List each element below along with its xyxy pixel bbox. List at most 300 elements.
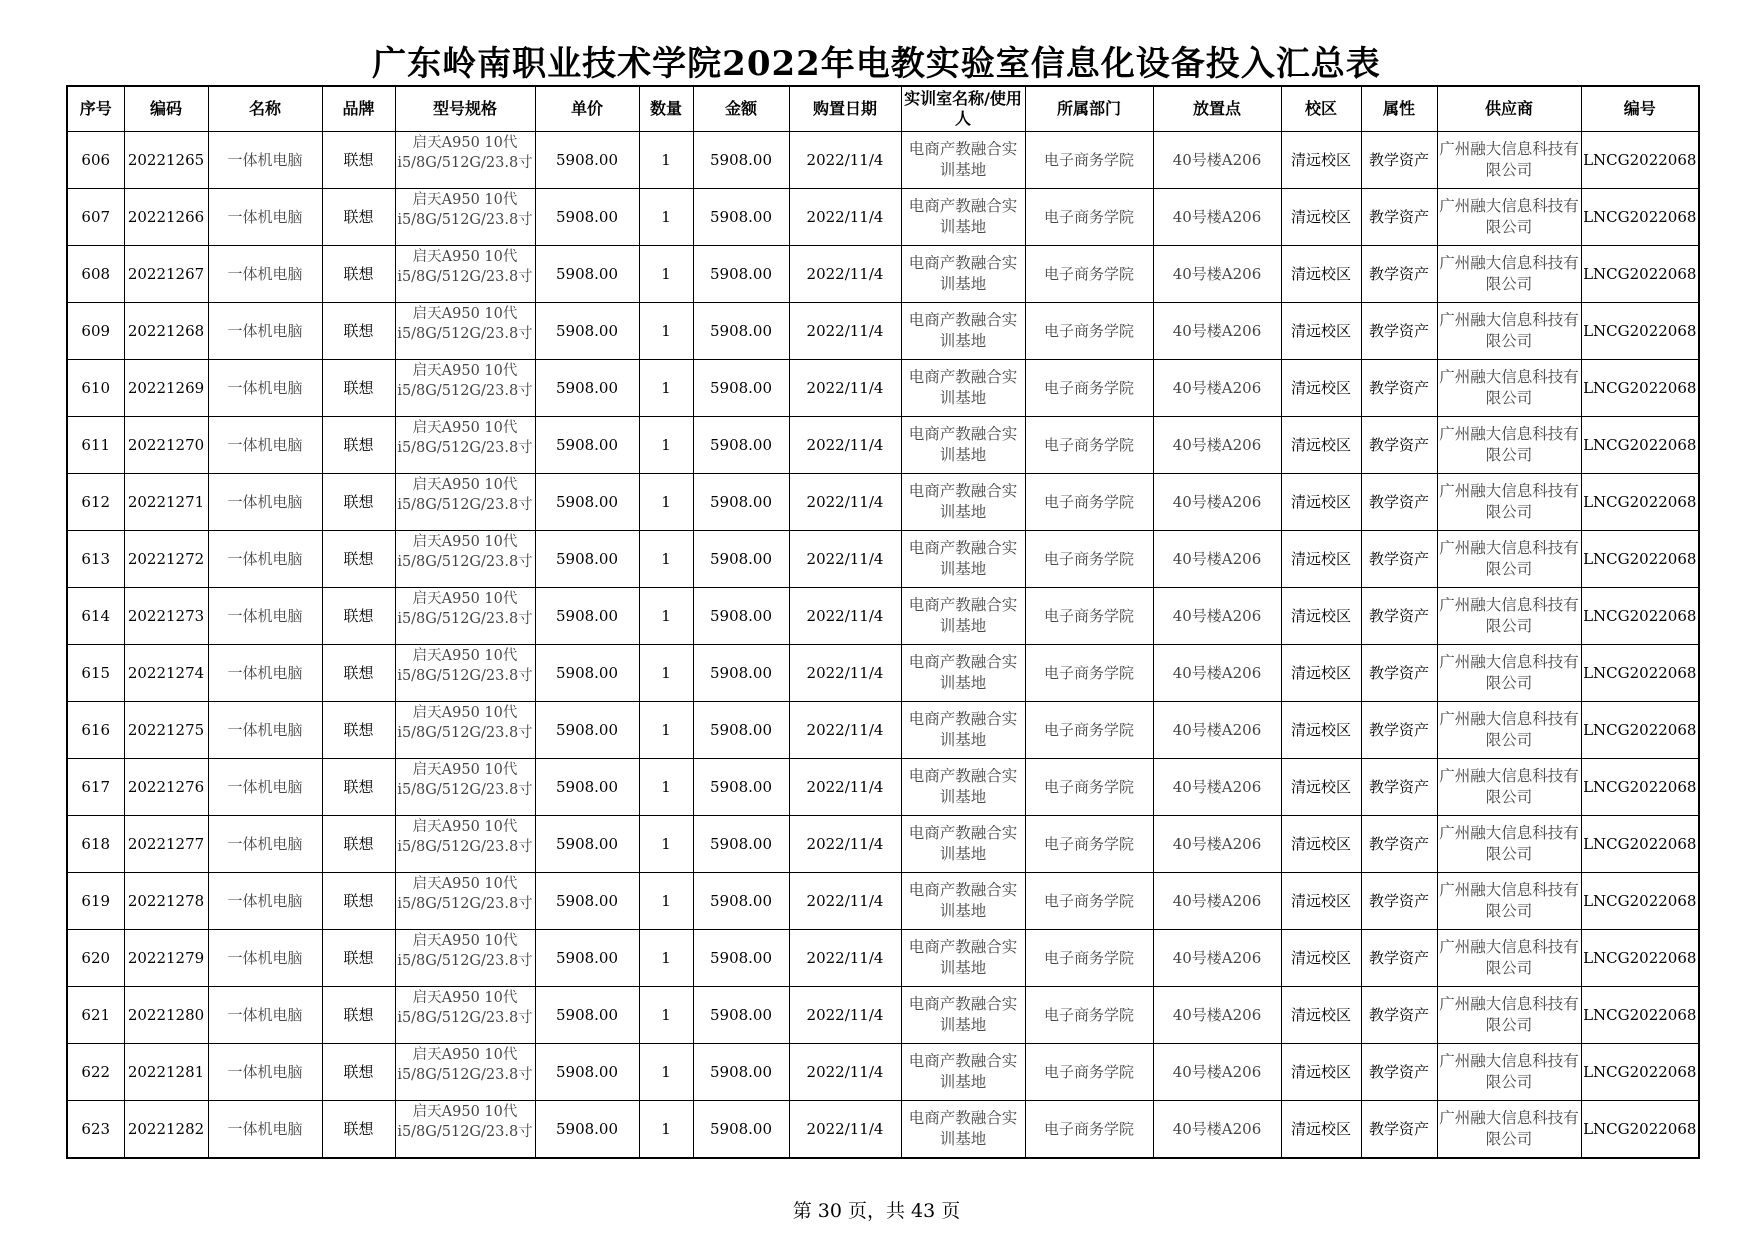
- location-cell: 40号楼A206: [1153, 246, 1281, 303]
- name-cell: 一体机电脑: [208, 873, 322, 930]
- qty-cell: 1: [639, 1101, 693, 1159]
- name-cell: 一体机电脑: [208, 531, 322, 588]
- price-cell: 5908.00: [535, 417, 639, 474]
- spec-cell: [395, 132, 535, 189]
- spec-text: 启天A950 10代 i5/8G/512G/23.8寸: [397, 192, 533, 228]
- spec-text: 启天A950 10代 i5/8G/512G/23.8寸: [397, 249, 533, 285]
- room-cell: 电商产教融合实训基地: [901, 987, 1025, 1044]
- page-footer: 第 30 页，共 43 页: [792, 1200, 961, 1222]
- price-cell: 5908.00: [535, 531, 639, 588]
- table-row: [67, 588, 1699, 645]
- campus-cell: 清远校区: [1281, 417, 1361, 474]
- brand-cell: 联想: [322, 303, 395, 360]
- price-cell: 5908.00: [535, 873, 639, 930]
- number-cell: LNCG2022068: [1581, 873, 1699, 930]
- date-cell: 2022/11/4: [789, 759, 901, 816]
- location-cell: 40号楼A206: [1153, 873, 1281, 930]
- name-cell: 一体机电脑: [208, 987, 322, 1044]
- amount-cell: 5908.00: [693, 930, 789, 987]
- date-cell: 2022/11/4: [789, 189, 901, 246]
- table-row: [67, 474, 1699, 531]
- table-row: [67, 987, 1699, 1044]
- table-row: [67, 303, 1699, 360]
- seq-cell: 619: [67, 873, 124, 930]
- date-cell: 2022/11/4: [789, 1101, 901, 1159]
- campus-cell: 清远校区: [1281, 987, 1361, 1044]
- date-cell: 2022/11/4: [789, 246, 901, 303]
- seq-cell: 620: [67, 930, 124, 987]
- campus-cell: 清远校区: [1281, 702, 1361, 759]
- number-cell: LNCG2022068: [1581, 303, 1699, 360]
- document-title: 广东岭南职业技术学院2022年电教实验室信息化设备投入汇总表: [372, 44, 1381, 84]
- number-cell: LNCG2022068: [1581, 531, 1699, 588]
- price-cell: 5908.00: [535, 759, 639, 816]
- code-cell: 20221277: [124, 816, 208, 873]
- spec-cell: [395, 930, 535, 987]
- column-header: 校区: [1281, 86, 1361, 132]
- price-cell: 5908.00: [535, 246, 639, 303]
- code-cell: 20221266: [124, 189, 208, 246]
- campus-cell: 清远校区: [1281, 189, 1361, 246]
- code-cell: 20221279: [124, 930, 208, 987]
- supplier-cell: 广州融大信息科技有限公司: [1437, 474, 1581, 531]
- dept-cell: 电子商务学院: [1025, 1101, 1153, 1159]
- attribute-cell: 教学资产: [1361, 987, 1437, 1044]
- dept-cell: 电子商务学院: [1025, 987, 1153, 1044]
- campus-cell: 清远校区: [1281, 360, 1361, 417]
- date-cell: 2022/11/4: [789, 417, 901, 474]
- qty-cell: 1: [639, 987, 693, 1044]
- name-cell: 一体机电脑: [208, 189, 322, 246]
- qty-cell: 1: [639, 531, 693, 588]
- location-cell: 40号楼A206: [1153, 930, 1281, 987]
- name-cell: 一体机电脑: [208, 645, 322, 702]
- spec-cell: [395, 417, 535, 474]
- column-header: 名称: [208, 86, 322, 132]
- column-header: 供应商: [1437, 86, 1581, 132]
- column-header: 实训室名称/使用人: [901, 86, 1025, 132]
- name-cell: 一体机电脑: [208, 417, 322, 474]
- column-header: 品牌: [322, 86, 395, 132]
- attribute-cell: 教学资产: [1361, 873, 1437, 930]
- spec-cell: [395, 702, 535, 759]
- brand-cell: 联想: [322, 873, 395, 930]
- brand-cell: 联想: [322, 360, 395, 417]
- amount-cell: 5908.00: [693, 189, 789, 246]
- number-cell: LNCG2022068: [1581, 987, 1699, 1044]
- number-cell: LNCG2022068: [1581, 588, 1699, 645]
- name-cell: 一体机电脑: [208, 246, 322, 303]
- brand-cell: 联想: [322, 702, 395, 759]
- brand-cell: 联想: [322, 189, 395, 246]
- qty-cell: 1: [639, 588, 693, 645]
- attribute-cell: 教学资产: [1361, 645, 1437, 702]
- spec-text: 启天A950 10代 i5/8G/512G/23.8寸: [397, 990, 533, 1026]
- qty-cell: 1: [639, 759, 693, 816]
- brand-cell: 联想: [322, 132, 395, 189]
- table-row: [67, 132, 1699, 189]
- price-cell: 5908.00: [535, 360, 639, 417]
- supplier-cell: 广州融大信息科技有限公司: [1437, 702, 1581, 759]
- date-cell: 2022/11/4: [789, 303, 901, 360]
- spec-cell: [395, 1044, 535, 1101]
- date-cell: 2022/11/4: [789, 873, 901, 930]
- room-cell: 电商产教融合实训基地: [901, 417, 1025, 474]
- brand-cell: 联想: [322, 645, 395, 702]
- date-cell: 2022/11/4: [789, 360, 901, 417]
- seq-cell: 623: [67, 1101, 124, 1159]
- spec-cell: [395, 303, 535, 360]
- room-cell: 电商产教融合实训基地: [901, 531, 1025, 588]
- amount-cell: 5908.00: [693, 1044, 789, 1101]
- amount-cell: 5908.00: [693, 588, 789, 645]
- attribute-cell: 教学资产: [1361, 1044, 1437, 1101]
- price-cell: 5908.00: [535, 474, 639, 531]
- seq-cell: 610: [67, 360, 124, 417]
- date-cell: 2022/11/4: [789, 987, 901, 1044]
- name-cell: 一体机电脑: [208, 816, 322, 873]
- room-cell: 电商产教融合实训基地: [901, 930, 1025, 987]
- brand-cell: 联想: [322, 531, 395, 588]
- table-row: [67, 360, 1699, 417]
- campus-cell: 清远校区: [1281, 1044, 1361, 1101]
- name-cell: 一体机电脑: [208, 588, 322, 645]
- code-cell: 20221281: [124, 1044, 208, 1101]
- seq-cell: 613: [67, 531, 124, 588]
- attribute-cell: 教学资产: [1361, 417, 1437, 474]
- attribute-cell: 教学资产: [1361, 816, 1437, 873]
- number-cell: LNCG2022068: [1581, 645, 1699, 702]
- dept-cell: 电子商务学院: [1025, 645, 1153, 702]
- table-row: [67, 246, 1699, 303]
- seq-cell: 617: [67, 759, 124, 816]
- number-cell: LNCG2022068: [1581, 246, 1699, 303]
- name-cell: 一体机电脑: [208, 1044, 322, 1101]
- location-cell: 40号楼A206: [1153, 303, 1281, 360]
- attribute-cell: 教学资产: [1361, 474, 1437, 531]
- brand-cell: 联想: [322, 930, 395, 987]
- amount-cell: 5908.00: [693, 1101, 789, 1159]
- amount-cell: 5908.00: [693, 303, 789, 360]
- asset-summary-table: [66, 85, 1700, 1159]
- number-cell: LNCG2022068: [1581, 930, 1699, 987]
- spec-cell: [395, 474, 535, 531]
- price-cell: 5908.00: [535, 702, 639, 759]
- spec-text: 启天A950 10代 i5/8G/512G/23.8寸: [397, 534, 533, 570]
- column-header: 编号: [1581, 86, 1699, 132]
- seq-cell: 616: [67, 702, 124, 759]
- number-cell: LNCG2022068: [1581, 417, 1699, 474]
- location-cell: 40号楼A206: [1153, 987, 1281, 1044]
- amount-cell: 5908.00: [693, 702, 789, 759]
- brand-cell: 联想: [322, 816, 395, 873]
- qty-cell: 1: [639, 132, 693, 189]
- dept-cell: 电子商务学院: [1025, 588, 1153, 645]
- spec-text: 启天A950 10代 i5/8G/512G/23.8寸: [397, 135, 533, 171]
- date-cell: 2022/11/4: [789, 702, 901, 759]
- qty-cell: 1: [639, 303, 693, 360]
- attribute-cell: 教学资产: [1361, 1101, 1437, 1159]
- number-cell: LNCG2022068: [1581, 759, 1699, 816]
- room-cell: 电商产教融合实训基地: [901, 645, 1025, 702]
- table-row: [67, 930, 1699, 987]
- location-cell: 40号楼A206: [1153, 360, 1281, 417]
- supplier-cell: 广州融大信息科技有限公司: [1437, 645, 1581, 702]
- price-cell: 5908.00: [535, 987, 639, 1044]
- campus-cell: 清远校区: [1281, 303, 1361, 360]
- code-cell: 20221280: [124, 987, 208, 1044]
- attribute-cell: 教学资产: [1361, 759, 1437, 816]
- dept-cell: 电子商务学院: [1025, 474, 1153, 531]
- date-cell: 2022/11/4: [789, 474, 901, 531]
- supplier-cell: 广州融大信息科技有限公司: [1437, 1044, 1581, 1101]
- brand-cell: 联想: [322, 1101, 395, 1159]
- room-cell: 电商产教融合实训基地: [901, 246, 1025, 303]
- dept-cell: 电子商务学院: [1025, 816, 1153, 873]
- amount-cell: 5908.00: [693, 759, 789, 816]
- number-cell: LNCG2022068: [1581, 816, 1699, 873]
- room-cell: 电商产教融合实训基地: [901, 816, 1025, 873]
- location-cell: 40号楼A206: [1153, 189, 1281, 246]
- supplier-cell: 广州融大信息科技有限公司: [1437, 930, 1581, 987]
- room-cell: 电商产教融合实训基地: [901, 474, 1025, 531]
- dept-cell: 电子商务学院: [1025, 531, 1153, 588]
- campus-cell: 清远校区: [1281, 645, 1361, 702]
- attribute-cell: 教学资产: [1361, 303, 1437, 360]
- room-cell: 电商产教融合实训基地: [901, 303, 1025, 360]
- code-cell: 20221274: [124, 645, 208, 702]
- spec-cell: [395, 531, 535, 588]
- number-cell: LNCG2022068: [1581, 360, 1699, 417]
- attribute-cell: 教学资产: [1361, 360, 1437, 417]
- supplier-cell: 广州融大信息科技有限公司: [1437, 132, 1581, 189]
- table-row: [67, 189, 1699, 246]
- qty-cell: 1: [639, 360, 693, 417]
- location-cell: 40号楼A206: [1153, 702, 1281, 759]
- supplier-cell: 广州融大信息科技有限公司: [1437, 360, 1581, 417]
- spec-text: 启天A950 10代 i5/8G/512G/23.8寸: [397, 705, 533, 741]
- name-cell: 一体机电脑: [208, 360, 322, 417]
- room-cell: 电商产教融合实训基地: [901, 189, 1025, 246]
- supplier-cell: 广州融大信息科技有限公司: [1437, 987, 1581, 1044]
- date-cell: 2022/11/4: [789, 1044, 901, 1101]
- brand-cell: 联想: [322, 1044, 395, 1101]
- spec-text: 启天A950 10代 i5/8G/512G/23.8寸: [397, 477, 533, 513]
- column-header: 放置点: [1153, 86, 1281, 132]
- seq-cell: 609: [67, 303, 124, 360]
- location-cell: 40号楼A206: [1153, 132, 1281, 189]
- spec-text: 启天A950 10代 i5/8G/512G/23.8寸: [397, 591, 533, 627]
- seq-cell: 612: [67, 474, 124, 531]
- name-cell: 一体机电脑: [208, 474, 322, 531]
- qty-cell: 1: [639, 645, 693, 702]
- campus-cell: 清远校区: [1281, 588, 1361, 645]
- code-cell: 20221269: [124, 360, 208, 417]
- campus-cell: 清远校区: [1281, 930, 1361, 987]
- campus-cell: 清远校区: [1281, 246, 1361, 303]
- seq-cell: 606: [67, 132, 124, 189]
- spec-cell: [395, 246, 535, 303]
- name-cell: 一体机电脑: [208, 132, 322, 189]
- qty-cell: 1: [639, 417, 693, 474]
- location-cell: 40号楼A206: [1153, 1044, 1281, 1101]
- price-cell: 5908.00: [535, 588, 639, 645]
- table-header-row: [67, 86, 1699, 132]
- code-cell: 20221278: [124, 873, 208, 930]
- name-cell: 一体机电脑: [208, 702, 322, 759]
- campus-cell: 清远校区: [1281, 759, 1361, 816]
- dept-cell: 电子商务学院: [1025, 246, 1153, 303]
- amount-cell: 5908.00: [693, 873, 789, 930]
- price-cell: 5908.00: [535, 1044, 639, 1101]
- code-cell: 20221267: [124, 246, 208, 303]
- seq-cell: 611: [67, 417, 124, 474]
- location-cell: 40号楼A206: [1153, 759, 1281, 816]
- number-cell: LNCG2022068: [1581, 474, 1699, 531]
- code-cell: 20221272: [124, 531, 208, 588]
- attribute-cell: 教学资产: [1361, 189, 1437, 246]
- spec-text: 启天A950 10代 i5/8G/512G/23.8寸: [397, 420, 533, 456]
- dept-cell: 电子商务学院: [1025, 930, 1153, 987]
- spec-cell: [395, 987, 535, 1044]
- table-row: [67, 645, 1699, 702]
- supplier-cell: 广州融大信息科技有限公司: [1437, 417, 1581, 474]
- code-cell: 20221268: [124, 303, 208, 360]
- price-cell: 5908.00: [535, 132, 639, 189]
- spec-text: 启天A950 10代 i5/8G/512G/23.8寸: [397, 1047, 533, 1083]
- location-cell: 40号楼A206: [1153, 531, 1281, 588]
- date-cell: 2022/11/4: [789, 588, 901, 645]
- name-cell: 一体机电脑: [208, 759, 322, 816]
- supplier-cell: 广州融大信息科技有限公司: [1437, 759, 1581, 816]
- dept-cell: 电子商务学院: [1025, 702, 1153, 759]
- spec-cell: [395, 873, 535, 930]
- room-cell: 电商产教融合实训基地: [901, 132, 1025, 189]
- room-cell: 电商产教融合实训基地: [901, 1101, 1025, 1159]
- room-cell: 电商产教融合实训基地: [901, 360, 1025, 417]
- seq-cell: 622: [67, 1044, 124, 1101]
- date-cell: 2022/11/4: [789, 132, 901, 189]
- price-cell: 5908.00: [535, 645, 639, 702]
- room-cell: 电商产教融合实训基地: [901, 588, 1025, 645]
- amount-cell: 5908.00: [693, 132, 789, 189]
- table-row: [67, 1044, 1699, 1101]
- location-cell: 40号楼A206: [1153, 588, 1281, 645]
- column-header: 序号: [67, 86, 124, 132]
- location-cell: 40号楼A206: [1153, 417, 1281, 474]
- dept-cell: 电子商务学院: [1025, 759, 1153, 816]
- spec-text: 启天A950 10代 i5/8G/512G/23.8寸: [397, 648, 533, 684]
- spec-text: 启天A950 10代 i5/8G/512G/23.8寸: [397, 819, 533, 855]
- qty-cell: 1: [639, 1044, 693, 1101]
- price-cell: 5908.00: [535, 816, 639, 873]
- table-row: [67, 417, 1699, 474]
- table-row: [67, 759, 1699, 816]
- campus-cell: 清远校区: [1281, 873, 1361, 930]
- brand-cell: 联想: [322, 474, 395, 531]
- number-cell: LNCG2022068: [1581, 702, 1699, 759]
- column-header: 编码: [124, 86, 208, 132]
- amount-cell: 5908.00: [693, 987, 789, 1044]
- supplier-cell: 广州融大信息科技有限公司: [1437, 303, 1581, 360]
- code-cell: 20221276: [124, 759, 208, 816]
- location-cell: 40号楼A206: [1153, 474, 1281, 531]
- campus-cell: 清远校区: [1281, 132, 1361, 189]
- spec-text: 启天A950 10代 i5/8G/512G/23.8寸: [397, 933, 533, 969]
- qty-cell: 1: [639, 930, 693, 987]
- spec-text: 启天A950 10代 i5/8G/512G/23.8寸: [397, 1104, 533, 1140]
- supplier-cell: 广州融大信息科技有限公司: [1437, 1101, 1581, 1159]
- attribute-cell: 教学资产: [1361, 246, 1437, 303]
- spec-cell: [395, 588, 535, 645]
- seq-cell: 621: [67, 987, 124, 1044]
- seq-cell: 615: [67, 645, 124, 702]
- amount-cell: 5908.00: [693, 417, 789, 474]
- date-cell: 2022/11/4: [789, 816, 901, 873]
- amount-cell: 5908.00: [693, 360, 789, 417]
- attribute-cell: 教学资产: [1361, 132, 1437, 189]
- spec-text: 启天A950 10代 i5/8G/512G/23.8寸: [397, 876, 533, 912]
- spec-cell: [395, 645, 535, 702]
- brand-cell: 联想: [322, 588, 395, 645]
- qty-cell: 1: [639, 246, 693, 303]
- table-row: [67, 1101, 1699, 1159]
- code-cell: 20221270: [124, 417, 208, 474]
- date-cell: 2022/11/4: [789, 930, 901, 987]
- number-cell: LNCG2022068: [1581, 189, 1699, 246]
- dept-cell: 电子商务学院: [1025, 132, 1153, 189]
- column-header: 金额: [693, 86, 789, 132]
- brand-cell: 联想: [322, 246, 395, 303]
- price-cell: 5908.00: [535, 303, 639, 360]
- location-cell: 40号楼A206: [1153, 645, 1281, 702]
- column-header: 数量: [639, 86, 693, 132]
- date-cell: 2022/11/4: [789, 645, 901, 702]
- number-cell: LNCG2022068: [1581, 1044, 1699, 1101]
- code-cell: 20221273: [124, 588, 208, 645]
- price-cell: 5908.00: [535, 930, 639, 987]
- spec-cell: [395, 189, 535, 246]
- spec-text: 启天A950 10代 i5/8G/512G/23.8寸: [397, 762, 533, 798]
- column-header: 属性: [1361, 86, 1437, 132]
- column-header: 购置日期: [789, 86, 901, 132]
- attribute-cell: 教学资产: [1361, 531, 1437, 588]
- dept-cell: 电子商务学院: [1025, 189, 1153, 246]
- seq-cell: 607: [67, 189, 124, 246]
- code-cell: 20221275: [124, 702, 208, 759]
- supplier-cell: 广州融大信息科技有限公司: [1437, 873, 1581, 930]
- seq-cell: 608: [67, 246, 124, 303]
- qty-cell: 1: [639, 702, 693, 759]
- room-cell: 电商产教融合实训基地: [901, 702, 1025, 759]
- qty-cell: 1: [639, 474, 693, 531]
- dept-cell: 电子商务学院: [1025, 303, 1153, 360]
- code-cell: 20221271: [124, 474, 208, 531]
- room-cell: 电商产教融合实训基地: [901, 759, 1025, 816]
- name-cell: 一体机电脑: [208, 303, 322, 360]
- location-cell: 40号楼A206: [1153, 816, 1281, 873]
- spec-cell: [395, 1101, 535, 1159]
- supplier-cell: 广州融大信息科技有限公司: [1437, 189, 1581, 246]
- spec-text: 启天A950 10代 i5/8G/512G/23.8寸: [397, 363, 533, 399]
- brand-cell: 联想: [322, 987, 395, 1044]
- spec-text: 启天A950 10代 i5/8G/512G/23.8寸: [397, 306, 533, 342]
- table-row: [67, 531, 1699, 588]
- number-cell: LNCG2022068: [1581, 132, 1699, 189]
- amount-cell: 5908.00: [693, 246, 789, 303]
- qty-cell: 1: [639, 873, 693, 930]
- spec-cell: [395, 816, 535, 873]
